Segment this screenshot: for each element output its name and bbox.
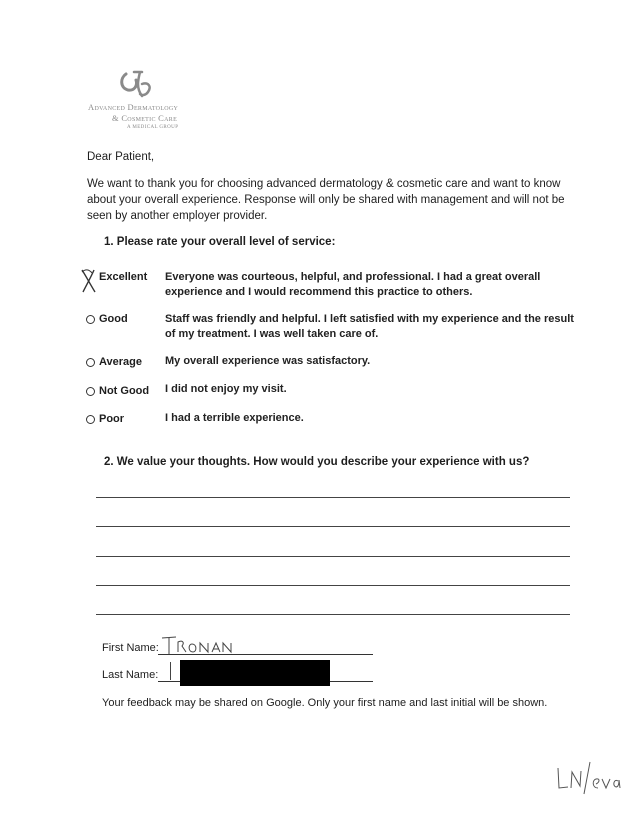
answer-line[interactable] — [96, 526, 570, 527]
answer-line[interactable] — [96, 614, 570, 615]
option-good-label[interactable]: Good — [99, 313, 128, 325]
handwritten-first-name — [160, 634, 240, 656]
handwritten-stroke — [170, 662, 171, 680]
logo-name-line1: Advanced Dermatology — [88, 102, 179, 112]
intro-paragraph: We want to thank you for choosing advanced dermatology & cosmetic care and want to know about your overall experience. Response will only be shared with management and will not be seen by another employer provider. — [87, 178, 565, 222]
option-poor-label[interactable]: Poor — [99, 413, 125, 425]
option-average-description: My overall experience was satisfactory. — [165, 355, 371, 367]
first-name-label: First Name: — [102, 642, 159, 654]
handwritten-x-mark-icon — [80, 268, 98, 294]
option-poor-description: I had a terrible experience. — [165, 412, 304, 424]
option-excellent-label[interactable]: Excellent — [99, 271, 148, 283]
question-2-label: 2. We value your thoughts. How would you describe your experience with us? — [104, 456, 530, 468]
handwritten-initials — [556, 760, 626, 800]
logo-name-line2: & Cosmetic Care — [112, 113, 178, 123]
logo-tagline: A MEDICAL GROUP — [127, 125, 179, 130]
option-average-radio[interactable] — [86, 358, 95, 367]
option-poor-radio[interactable] — [86, 415, 95, 424]
last-name-label: Last Name: — [102, 669, 159, 681]
option-good-description: Staff was friendly and helpful. I left satisfied with my experience and the result of my treatment. I was well taken care of. — [165, 313, 574, 340]
google-notice: Your feedback may be shared on Google. Only your first name and last initial will be shown. — [102, 697, 548, 709]
answer-line[interactable] — [96, 556, 570, 557]
redaction-bar — [180, 660, 330, 686]
answer-line[interactable] — [96, 585, 570, 586]
option-good-radio[interactable] — [86, 315, 95, 324]
option-not-good-description: I did not enjoy my visit. — [165, 383, 287, 395]
greeting: Dear Patient, — [87, 151, 155, 163]
option-average-label[interactable]: Average — [99, 356, 143, 368]
answer-line[interactable] — [96, 497, 570, 498]
question-1-label: 1. Please rate your overall level of service: — [104, 236, 336, 248]
option-not-good-radio[interactable] — [86, 387, 95, 396]
company-logo-icon — [112, 66, 160, 104]
option-excellent-description: Everyone was courteous, helpful, and professional. I had a great overall experience and I would recommend this practice to others. — [165, 271, 541, 298]
option-not-good-label[interactable]: Not Good — [99, 385, 150, 397]
